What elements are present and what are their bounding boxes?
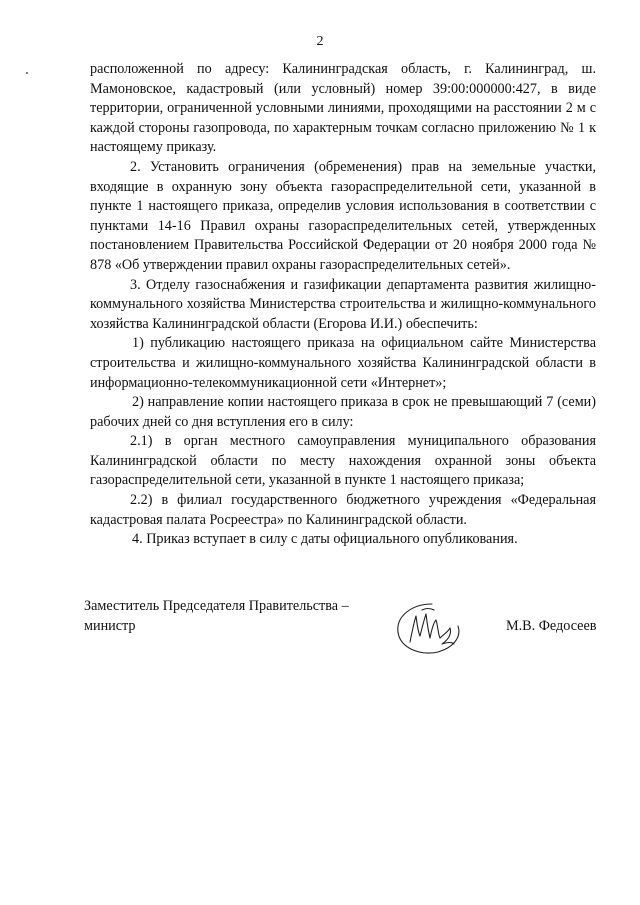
paragraph-item-3: 3. Отделу газоснабжения и газификации департамента развития жилищно-коммунального хозяйства Министерства строительства и жилищно-коммунального хозяйства Калининградской области (Егорова И.И.) обеспечить:	[90, 276, 596, 332]
document-body	[90, 60, 596, 550]
paragraph-continuation: расположенной по адресу: Калининградская область, г. Калининград, ш. Мамоновское, кадастровый (или условный) номер 39:00:000000:427, в виде территории, ограниченной условными линиями, проходящими на расстоянии 2 м с каждой стороны газопровода, по характерным точкам согласно приложению № 1 к настоящему приказу.	[90, 61, 596, 156]
signatory-title-line2: министр	[84, 617, 136, 634]
signatory-title	[84, 597, 349, 636]
subitem-2-2: 2.2) в филиал государственного бюджетного учреждения «Федеральная кадастровая палата Росреестра» по Калининградской области.	[90, 492, 596, 528]
signatory-title-line1: Заместитель Председателя Правительства –	[84, 598, 349, 614]
subitem-1: 1) публикацию настоящего приказа на официальном сайте Министерства строительства и жилищно-коммунального хозяйства Калининградской области в информационно-телекоммуникационной сети «Интернет»;	[90, 335, 596, 391]
paragraph-item-4: 4. Приказ вступает в силу с даты официального опубликования.	[132, 531, 518, 548]
subitem-2-1: 2.1) в орган местного самоуправления муниципального образования Калининградской области по месту нахождения охранной зоны объекта газораспределительной сети, указанной в пункте 1 настоящего приказа;	[90, 433, 596, 489]
page-number: 2	[316, 34, 324, 49]
paragraph-item-2: 2. Установить ограничения (обременения) прав на земельные участки, входящие в охранную зону объекта газораспределительной сети, указанной в пункте 1 настоящего приказа, определив условия использования в соответствии с пунктами 14-16 Правил охраны газораспределительных сетей, утвержденных постановлением Правительства Российской Федерации от 20 ноября 2000 года № 878 «Об утверждении правил охраны газораспределительных сетей».	[90, 158, 596, 273]
scan-speck	[26, 72, 28, 74]
signatory-name: М.В. Федосеев	[506, 617, 597, 634]
subitem-2: 2) направление копии настоящего приказа в срок не превышающий 7 (семи) рабочих дней со дня вступления его в силу:	[90, 394, 596, 430]
handwritten-signature	[392, 598, 470, 660]
